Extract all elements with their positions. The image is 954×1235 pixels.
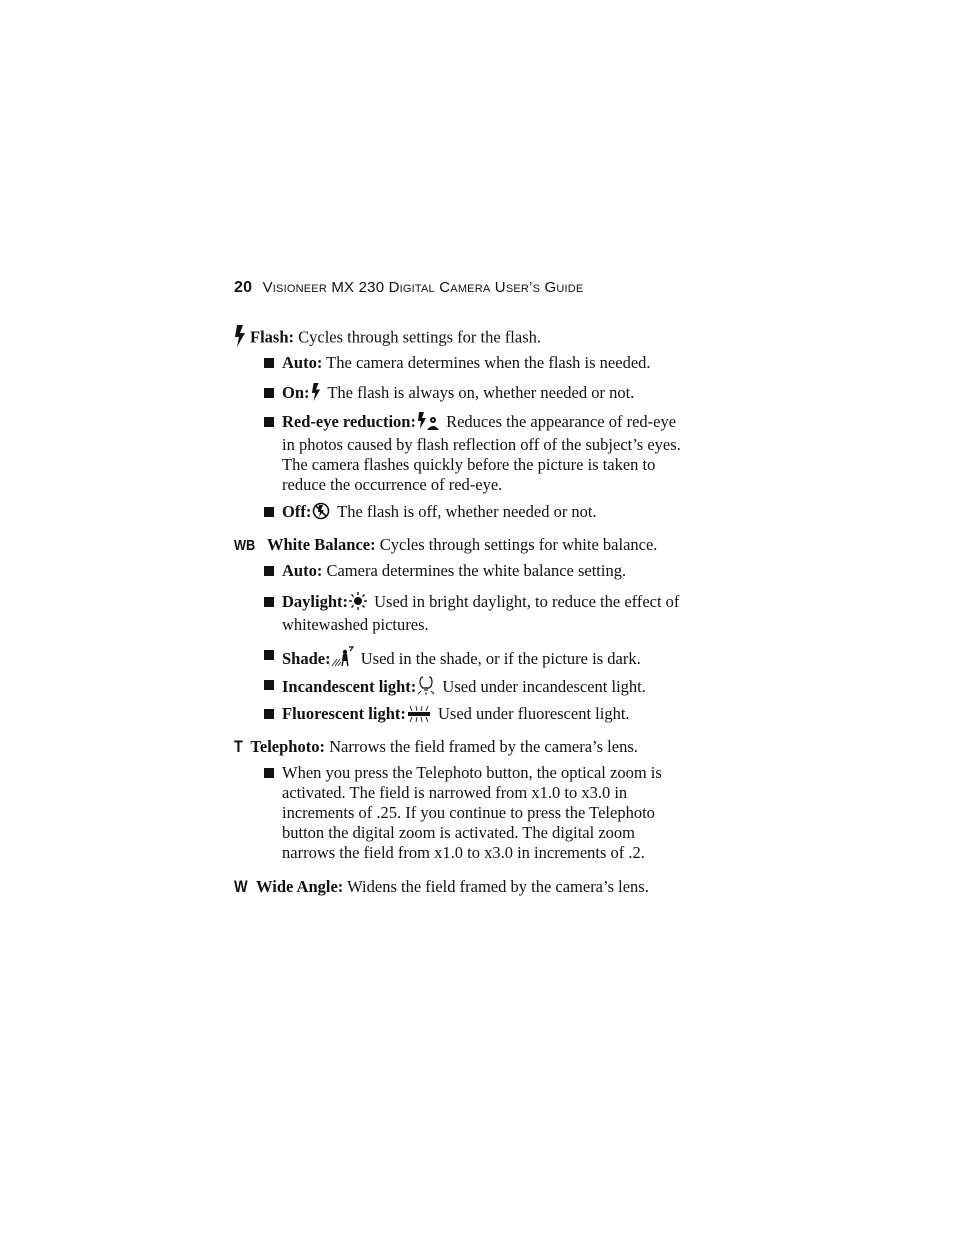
item-text-line: narrows the field from x1.0 to x3.0 in increments of .2.	[282, 843, 645, 862]
item-text: Used in the shade, or if the picture is dark.	[356, 649, 641, 668]
page-number: 20	[234, 279, 253, 296]
bullet-square	[264, 507, 274, 517]
telephoto-label: Telephoto:	[250, 737, 325, 756]
item-text: Used in bright daylight, to reduce the effect of	[370, 592, 680, 611]
wb-label: White Balance:	[267, 535, 376, 554]
white-balance-heading	[234, 535, 657, 556]
title-part: IGITAL	[399, 283, 435, 295]
item-label: Red-eye reduction:	[282, 412, 416, 431]
item-text-line: button the digital zoom is activated. The digital zoom	[282, 823, 635, 842]
item-text-line: activated. The field is narrowed from x1.0 to x3.0 in	[282, 783, 628, 802]
item-label: Fluorescent light:	[282, 704, 406, 723]
wide-angle-label: Wide Angle:	[256, 877, 344, 896]
telephoto-desc: Narrows the field framed by the camera’s lens.	[324, 737, 638, 756]
flash-redeye-item	[282, 412, 682, 495]
item-text-line: When you press the Telephoto button, the optical zoom is	[282, 763, 662, 782]
guide-title	[263, 279, 584, 296]
item-text-line: The camera flashes quickly before the picture is taken to	[282, 455, 656, 474]
title-part: C	[434, 279, 451, 296]
title-part: G	[540, 279, 557, 296]
item-label: Daylight:	[282, 592, 348, 611]
item-text: The camera determines when the flash is needed.	[322, 353, 651, 372]
item-label: Off:	[282, 502, 312, 521]
item-label: Auto:	[282, 353, 323, 372]
telephoto-detail-item	[282, 763, 682, 863]
bullet-square	[264, 597, 274, 607]
title-part: SER	[505, 283, 530, 295]
flash-label: Flash:	[250, 327, 295, 347]
bullet-square	[264, 768, 274, 778]
sun-icon	[349, 592, 367, 615]
wb-desc: Cycles through settings for white balance.	[375, 535, 658, 554]
title-part: UIDE	[556, 283, 584, 295]
item-label: Auto:	[282, 561, 323, 580]
bullet-square	[264, 680, 274, 690]
item-text: The flash is always on, whether needed or not.	[323, 383, 635, 402]
wide-angle-heading	[234, 877, 649, 897]
title-part: MX 230 D	[326, 279, 400, 296]
item-text-line: in photos caused by flash reflection off of the subject’s eyes.	[282, 435, 681, 454]
running-header	[234, 279, 583, 297]
bullet-square	[264, 388, 274, 398]
item-text: Used under fluorescent light.	[433, 704, 630, 723]
wb-auto-item	[282, 561, 682, 581]
title-part: U	[490, 279, 506, 296]
red-eye-icon	[417, 412, 439, 435]
item-text: The flash is off, whether needed or not.	[333, 502, 597, 521]
item-label: Shade:	[282, 649, 331, 668]
bullet-square	[264, 417, 274, 427]
bullet-square	[264, 650, 274, 660]
wb-daylight-item	[282, 592, 682, 635]
wb-incandescent-item	[282, 675, 682, 700]
item-label: On:	[282, 383, 310, 402]
item-text: Used under incandescent light.	[438, 677, 646, 696]
flash-off-item	[282, 502, 682, 525]
wb-shade-item	[282, 645, 682, 672]
flash-desc: Cycles through settings for the flash.	[294, 327, 542, 347]
fluorescent-icon	[407, 706, 431, 727]
bullet-square	[264, 358, 274, 368]
wide-angle-icon: W	[234, 877, 248, 896]
flash-auto-item	[282, 353, 682, 373]
item-text: Reduces the appearance of red-eye	[441, 412, 677, 431]
flash-icon	[234, 325, 246, 352]
wb-fluorescent-item	[282, 704, 682, 727]
item-text: Camera determines the white balance setting.	[322, 561, 627, 580]
bullet-square	[264, 709, 274, 719]
wide-angle-desc: Widens the field framed by the camera’s lens.	[343, 877, 649, 896]
title-part: AMERA	[450, 283, 491, 295]
flash-off-icon	[312, 502, 330, 525]
telephoto-heading	[234, 737, 638, 757]
flash-on-icon	[311, 383, 321, 406]
title-part: S	[532, 283, 541, 295]
flash-heading	[234, 325, 541, 352]
title-part: ’	[529, 279, 533, 296]
item-text-line: reduce the occurrence of red-eye.	[282, 475, 503, 494]
item-text-line: increments of .25. If you continue to press the Telephoto	[282, 803, 655, 822]
wb-icon: WB	[234, 537, 256, 554]
light-bulb-icon	[417, 675, 435, 700]
title-part: V	[262, 279, 273, 296]
shade-icon	[332, 645, 354, 672]
flash-on-item	[282, 383, 682, 406]
telephoto-icon: T	[234, 737, 243, 756]
bullet-square	[264, 566, 274, 576]
title-part: ISIONEER	[272, 283, 327, 295]
item-text-line: whitewashed pictures.	[282, 615, 429, 634]
item-label: Incandescent light:	[282, 677, 417, 696]
